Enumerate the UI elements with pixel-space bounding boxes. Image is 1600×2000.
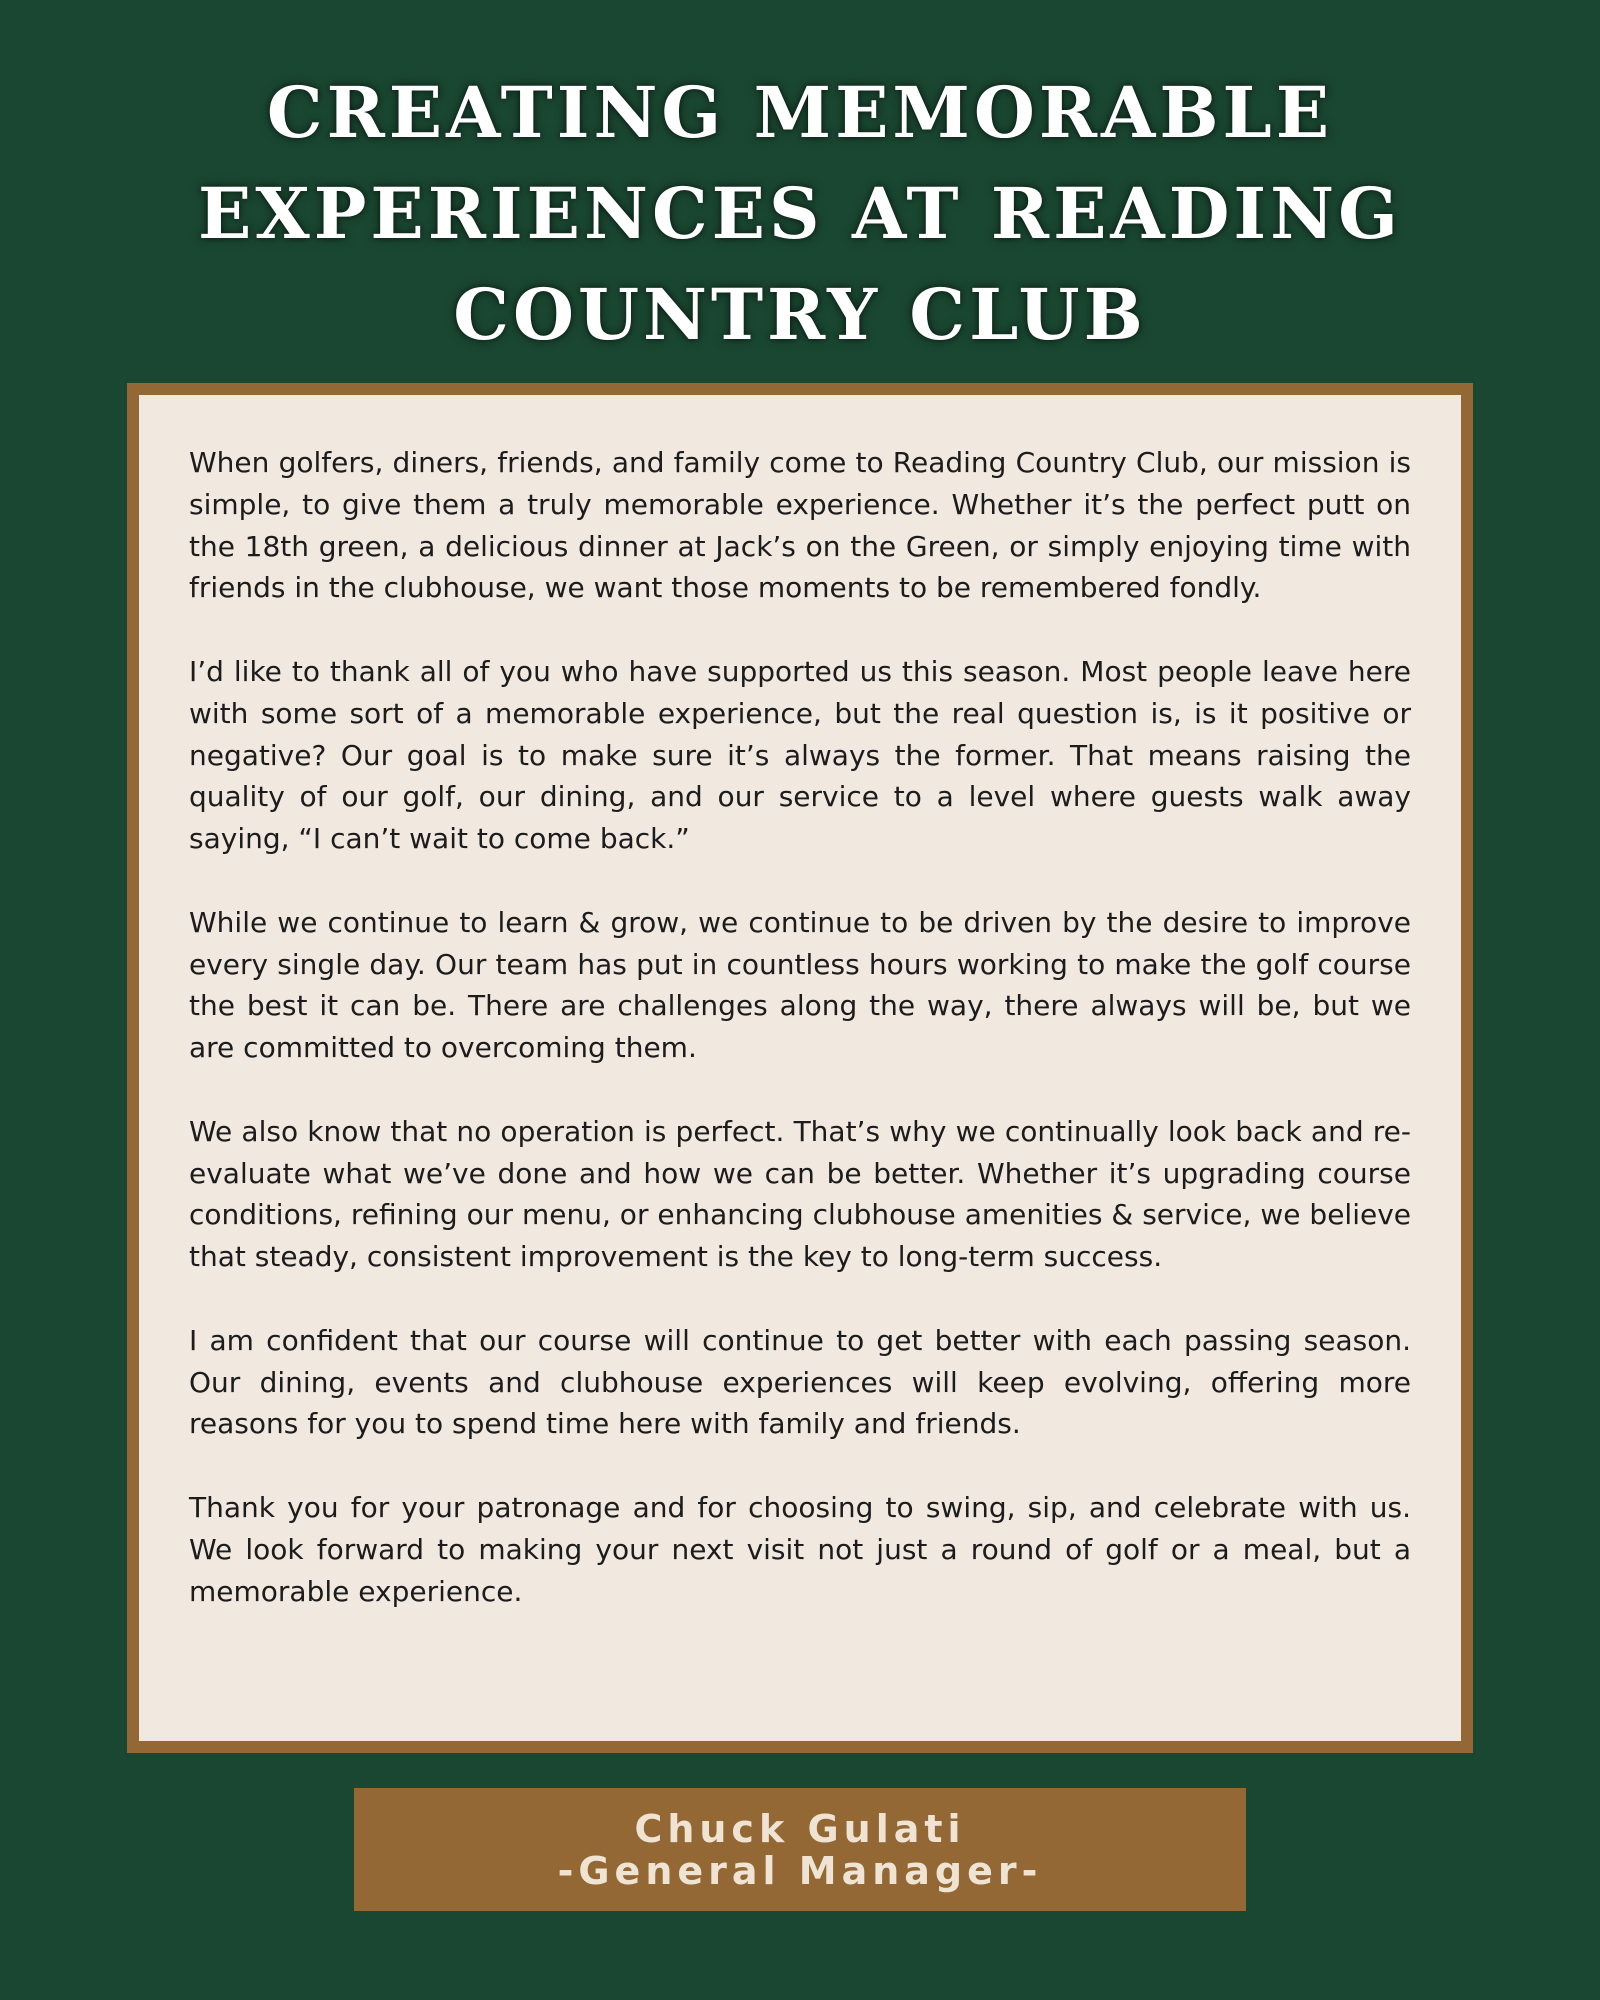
letter-paragraph-2: I’d like to thank all of you who have supported us this season. Most people leave here with some sort of a memorable experience, but the real question is, is it positive or negative? Our goal is to make sure it’s always the former. That means raising the quality of our golf, our dining, and our service to a level where guests walk away saying, “I can’t wait to come back.”	[189, 654, 1411, 856]
letter-paragraph-4: We also know that no operation is perfect. That’s why we continually look back and re-evaluate what we’ve done and how we can be better. Whether it’s upgrading course conditions, refining our menu, or enhancing clubhouse amenities & service, we believe that steady, consistent improvement is the key to long-term success.	[189, 1114, 1411, 1274]
signature-name: Chuck Gulati	[634, 1807, 966, 1851]
letter-paragraph-5: I am confident that our course will continue to get better with each passing season. Our dining, events and clubhouse experiences will keep evolving, offering more reasons for you to spend time here with family and friends.	[189, 1323, 1411, 1441]
letter-paragraph-3: While we continue to learn & grow, we continue to be driven by the desire to improve every single day. Our team has put in countless hours working to make the golf course the best it can be. There are challenges along the way, there always will be, but we are committed to overcoming them.	[189, 905, 1411, 1065]
title-line-2: EXPERIENCES AT READING	[198, 172, 1402, 255]
letter-body	[189, 442, 1411, 1654]
title-line-3: COUNTRY CLUB	[453, 273, 1147, 356]
letter-paragraph-6: Thank you for your patronage and for choosing to swing, sip, and celebrate with us. We look forward to making your next visit not just a round of golf or a meal, but a memorable experience.	[189, 1490, 1411, 1608]
letter-paragraph-1: When golfers, diners, friends, and family come to Reading Country Club, our mission is simple, to give them a truly memorable experience. Whether it’s the perfect putt on the 18th green, a delicious dinner at Jack’s on the Green, or simply enjoying time with friends in the clubhouse, we want those moments to be remembered fondly.	[189, 446, 1411, 605]
signature-block	[354, 1788, 1246, 1911]
page-title	[0, 62, 1600, 365]
signature-role: -General Manager-	[557, 1849, 1043, 1893]
title-line-1: CREATING MEMORABLE	[266, 71, 1334, 154]
